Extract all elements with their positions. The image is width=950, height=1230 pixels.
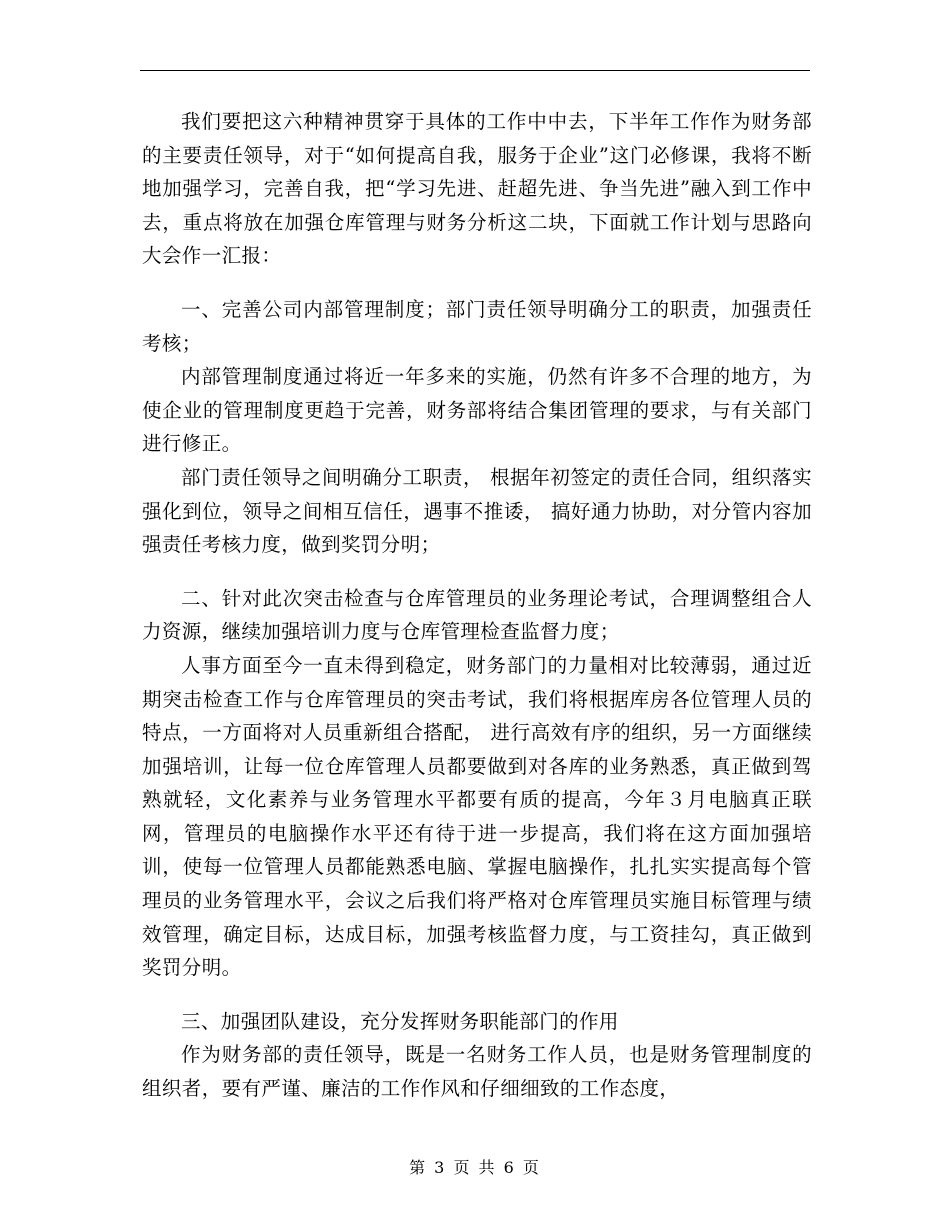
section-heading-1: 一、完善公司内部管理制度；部门责任领导明确分工的职责，加强责任考核； [142,297,812,355]
paragraph-team-building: 作为财务部的责任领导，既是一名财务工作人员，也是财务管理制度的组织者，要有严谨、廉洁的工作作风和仔细细致的工作态度， [142,1043,812,1101]
footer-current-page: 3 [434,1158,447,1177]
paragraph-intro: 我们要把这六种精神贯穿于具体的工作中中去，下半年工作作为财务部的主要责任领导，对于“如何提高自我，服务于企业”这门必修课，我将不断地加强学习，完善自我，把“学习先进、赶超先进、争当先进”融入到工作中去，重点将放在加强仓库管理与财务分析这二块，下面就工作计划与思路向大会作一汇报： [142,110,812,268]
footer-prefix: 第 [409,1158,428,1177]
section-heading-2: 二、针对此次突击检查与仓库管理员的业务理论考试，合理调整组合人力资源，继续加强培训力度与仓库管理检查监督力度； [142,586,812,644]
footer-total-pages: 6 [503,1158,516,1177]
section-heading-3: 三、加强团队建设，充分发挥财务职能部门的作用 [181,1009,619,1033]
paragraph-internal-management: 内部管理制度通过将近一年多来的实施，仍然有许多不合理的地方，为使企业的管理制度更趋于完善，财务部将结合集团管理的要求，与有关部门进行修正。 [142,365,812,456]
page-footer [0,1155,950,1178]
footer-suffix: 页 [522,1158,541,1177]
footer-middle: 页 共 [453,1158,497,1177]
header-rule [140,70,810,71]
paragraph-personnel: 人事方面至今一直未得到稳定，财务部门的力量相对比较薄弱，通过近期突击检查工作与仓库管理员的突击考试，我们将根据库房各位管理人员的特点，一方面将对人员重新组合搭配， 进行高效有序的组织，另一方面继续加强培训，让每一位仓库管理人员都要做到对各库的业务熟悉，真正做到驾熟就轻，文化素养与业务管理水平都要有质的提高，今年３月电脑真正联网，管理员的电脑操作水平还有待于进一步提高，我们将在这方面加强培训，使每一位管理人员都能熟悉电脑、掌握电脑操作，扎扎实实提高每个管理员的业务管理水平，会议之后我们将严格对仓库管理员实施目标管理与绩效管理，确定目标，达成目标，加强考核监督力度，与工资挂勾，真正做到奖罚分明。 [142,653,812,980]
body-text [142,105,812,1106]
paragraph-responsibility: 部门责任领导之间明确分工职责， 根据年初签定的责任合同，组织落实强化到位，领导之间相互信任，遇事不推诿， 搞好通力协助，对分管内容加强责任考核力度，做到奖罚分明； [142,465,812,557]
